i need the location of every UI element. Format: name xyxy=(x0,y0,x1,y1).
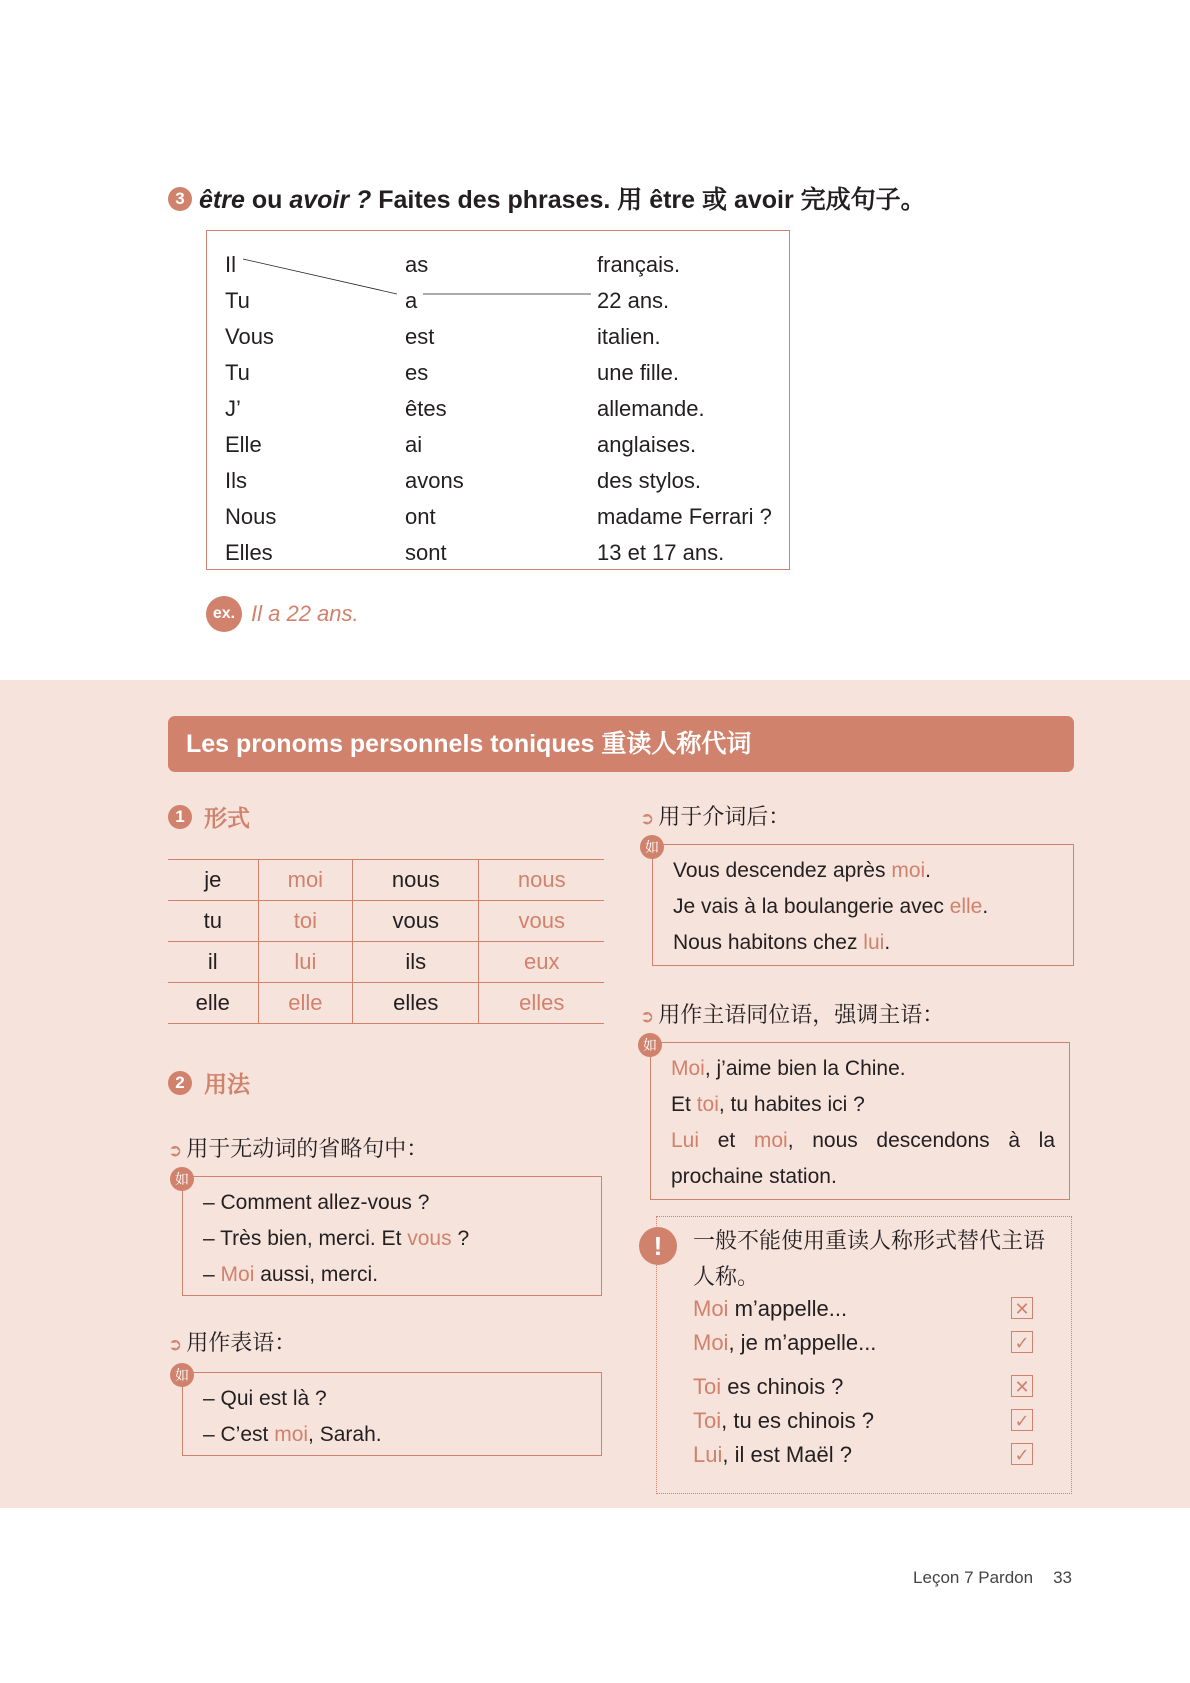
example-box-preposition xyxy=(645,839,1074,966)
highlighted-pronoun: Moi xyxy=(671,1057,705,1080)
tonic-pronoun-cell: moi xyxy=(258,860,353,901)
tonic-pronoun-cell: elles xyxy=(479,983,604,1024)
highlighted-pronoun: elle xyxy=(949,895,983,918)
subject-item: Nous xyxy=(225,504,277,529)
sentence-text: ? xyxy=(451,1227,470,1250)
verb-item: avons xyxy=(405,468,464,493)
highlighted-pronoun: moi xyxy=(274,1423,309,1446)
note-example-row xyxy=(693,1369,1063,1405)
arrow-bullet-icon: ➲ xyxy=(168,1141,183,1160)
complement-item: français. xyxy=(597,252,681,277)
highlighted-pronoun: Moi xyxy=(220,1263,255,1286)
warning-note-box xyxy=(653,1216,1072,1494)
exercise-number-badge: 3 xyxy=(168,187,192,211)
sentence-text: – Très bien, merci. Et xyxy=(203,1227,408,1250)
example-box-predicative xyxy=(175,1367,602,1456)
example-box-elliptical xyxy=(175,1171,602,1296)
usage-label-text: 用于介词后： xyxy=(658,804,791,829)
example-sentence xyxy=(203,1221,601,1257)
subject-item: Tu xyxy=(225,360,250,385)
example-badge-icon: 如 xyxy=(640,835,664,859)
title-ou: ou xyxy=(244,186,290,214)
sentence-text: , j’aime bien la Chine. xyxy=(704,1057,906,1080)
complement-item: italien. xyxy=(597,324,661,349)
subject-column xyxy=(225,247,276,571)
subject-pronoun-cell: il xyxy=(168,942,258,983)
sentence-text: – xyxy=(203,1263,221,1286)
sentence-text: , tu es chinois ? xyxy=(721,1408,874,1433)
note-intro-text: 一般不能使用重读人称形式替代主语人称。 xyxy=(693,1228,1046,1289)
subject-item: Vous xyxy=(225,324,274,349)
subject-pronoun-cell: vous xyxy=(353,901,479,942)
section-usage-title xyxy=(168,1066,250,1099)
section-form-title xyxy=(168,800,250,833)
example-sentence xyxy=(203,1417,601,1453)
correct-check-icon: ✓ xyxy=(1011,1443,1033,1465)
highlighted-pronoun: Lui xyxy=(693,1442,723,1467)
verb-item: a xyxy=(405,288,418,313)
sentence-text: , il est Maël ? xyxy=(722,1442,852,1467)
example-badge-icon: 如 xyxy=(170,1363,194,1387)
example-badge-icon: 如 xyxy=(170,1167,194,1191)
sentence-text: Je vais à la boulangerie avec xyxy=(673,895,950,918)
sentence-text: , nous descendons à la prochaine station. xyxy=(671,1129,1055,1188)
correct-check-icon: ✓ xyxy=(1011,1409,1033,1431)
sentence-text: . xyxy=(982,895,989,918)
title-word-etre: être xyxy=(199,186,245,214)
note-example-row xyxy=(693,1403,1063,1439)
pronoun-row xyxy=(168,860,604,901)
highlighted-pronoun: moi xyxy=(891,859,926,882)
sentence-text: , Sarah. xyxy=(308,1423,382,1446)
complement-item: madame Ferrari ? xyxy=(597,504,772,529)
sentence-text: . xyxy=(925,859,932,882)
page-footer xyxy=(913,1568,1072,1588)
complement-column xyxy=(597,247,772,571)
verb-item: sont xyxy=(405,540,447,565)
title-instruction: Faites des phrases. 用 être 或 avoir 完成句子。 xyxy=(371,186,926,214)
highlighted-pronoun: Toi xyxy=(693,1374,722,1399)
example-sentence xyxy=(673,925,1073,961)
usage-label-elliptical xyxy=(168,1132,428,1163)
sentence-text: aussi, merci. xyxy=(254,1263,379,1286)
highlighted-pronoun: Moi xyxy=(693,1296,729,1321)
lesson-title: Leçon 7 Pardon xyxy=(913,1568,1034,1587)
verb-column xyxy=(405,247,464,571)
example-sentence xyxy=(671,1123,1055,1195)
verb-item: ont xyxy=(405,504,436,529)
highlighted-pronoun: Moi xyxy=(693,1330,729,1355)
section-title-text: 形式 xyxy=(204,805,250,831)
tonic-pronoun-cell: toi xyxy=(258,901,353,942)
arrow-bullet-icon: ➲ xyxy=(168,1335,183,1354)
complement-item: anglaises. xyxy=(597,432,697,457)
complement-item: 22 ans. xyxy=(597,288,670,313)
usage-label-apposition xyxy=(640,998,944,1029)
usage-label-text: 用作表语： xyxy=(186,1330,297,1355)
sentence-text: , je m’appelle... xyxy=(728,1330,877,1355)
warning-icon: ! xyxy=(639,1227,677,1265)
example-sentence xyxy=(673,853,1073,889)
subject-item: Il xyxy=(225,252,236,277)
highlighted-pronoun: moi xyxy=(753,1129,788,1152)
subject-item: J’ xyxy=(225,396,241,421)
matching-exercise-box xyxy=(206,230,790,570)
subject-pronoun-cell: elle xyxy=(168,983,258,1024)
example-sentence xyxy=(671,1051,1055,1087)
sentence-text: Et xyxy=(671,1093,697,1116)
correct-check-icon: ✓ xyxy=(1011,1331,1033,1353)
sentence-text: – C’est xyxy=(203,1423,275,1446)
sentence-text: – Comment allez-vous ? xyxy=(203,1191,430,1214)
incorrect-cross-icon: ✕ xyxy=(1011,1375,1033,1397)
sentence-text: – Qui est là ? xyxy=(203,1387,327,1410)
verb-item: es xyxy=(405,360,429,385)
sentence-text: Vous descendez après xyxy=(673,859,892,882)
subject-pronoun-cell: tu xyxy=(168,901,258,942)
highlighted-pronoun: vous xyxy=(407,1227,452,1250)
section-number-badge: 2 xyxy=(168,1071,192,1095)
usage-label-preposition xyxy=(640,800,790,831)
highlighted-pronoun: toi xyxy=(696,1093,719,1116)
complement-item: allemande. xyxy=(597,396,705,421)
note-example-row xyxy=(693,1325,1063,1361)
complement-item: une fille. xyxy=(597,360,679,385)
example-box-apposition xyxy=(643,1037,1070,1200)
highlighted-pronoun: lui xyxy=(863,931,885,954)
subject-pronoun-cell: elles xyxy=(353,983,479,1024)
subject-item: Ils xyxy=(225,468,247,493)
note-example-row xyxy=(693,1437,1063,1473)
pronoun-row xyxy=(168,901,604,942)
verb-item: as xyxy=(405,252,429,277)
complement-item: des stylos. xyxy=(597,468,701,493)
verb-item: êtes xyxy=(405,396,447,421)
tonic-pronoun-cell: eux xyxy=(479,942,604,983)
example-sentence xyxy=(671,1087,1055,1123)
arrow-bullet-icon: ➲ xyxy=(640,809,655,828)
example-sentence xyxy=(203,1381,601,1417)
pronoun-table xyxy=(168,859,604,1024)
example-sentence xyxy=(203,1257,601,1293)
grammar-panel xyxy=(0,680,1190,1508)
note-example-row xyxy=(693,1291,1063,1327)
example-sentence xyxy=(673,889,1073,925)
usage-label-text: 用作主语同位语，强调主语： xyxy=(658,1002,945,1027)
highlighted-pronoun: Lui xyxy=(671,1129,700,1152)
sentence-text: . xyxy=(884,931,891,954)
sentence-text: m’appelle... xyxy=(728,1296,848,1321)
page-number: 33 xyxy=(1053,1568,1072,1587)
tonic-pronoun-cell: nous xyxy=(479,860,604,901)
subject-item: Elles xyxy=(225,540,273,565)
example-text: Il a 22 ans. xyxy=(251,601,359,626)
subject-item: Tu xyxy=(225,288,250,313)
verb-item: ai xyxy=(405,432,423,457)
subject-pronoun-cell: nous xyxy=(353,860,479,901)
title-word-avoir: avoir ? xyxy=(289,186,372,214)
section-title-text: 用法 xyxy=(204,1071,250,1097)
complement-item: 13 et 17 ans. xyxy=(597,540,725,565)
sentence-text: es chinois ? xyxy=(721,1374,844,1399)
tonic-pronoun-cell: lui xyxy=(258,942,353,983)
pronoun-row xyxy=(168,942,604,983)
section-number-badge: 1 xyxy=(168,805,192,829)
sentence-text: , tu habites ici ? xyxy=(718,1093,865,1116)
arrow-bullet-icon: ➲ xyxy=(640,1007,655,1026)
verb-item: est xyxy=(405,324,435,349)
pronoun-row xyxy=(168,983,604,1024)
highlighted-pronoun: Toi xyxy=(693,1408,722,1433)
example-sentence xyxy=(203,1185,601,1221)
sentence-text: Nous habitons chez xyxy=(673,931,864,954)
exercise-title xyxy=(168,180,926,216)
subject-item: Elle xyxy=(225,432,262,457)
incorrect-cross-icon: ✕ xyxy=(1011,1297,1033,1319)
subject-pronoun-cell: je xyxy=(168,860,258,901)
subject-pronoun-cell: ils xyxy=(353,942,479,983)
tonic-pronoun-cell: vous xyxy=(479,901,604,942)
grammar-header: Les pronoms personnels toniques 重读人称代词 xyxy=(168,716,1074,772)
example-badge-icon: 如 xyxy=(638,1033,662,1057)
tonic-pronoun-cell: elle xyxy=(258,983,353,1024)
exercise-example xyxy=(206,596,359,632)
sentence-text: et xyxy=(699,1129,754,1152)
example-badge: ex. xyxy=(206,596,242,632)
usage-label-predicative xyxy=(168,1326,296,1357)
usage-label-text: 用于无动词的省略句中： xyxy=(186,1136,429,1161)
